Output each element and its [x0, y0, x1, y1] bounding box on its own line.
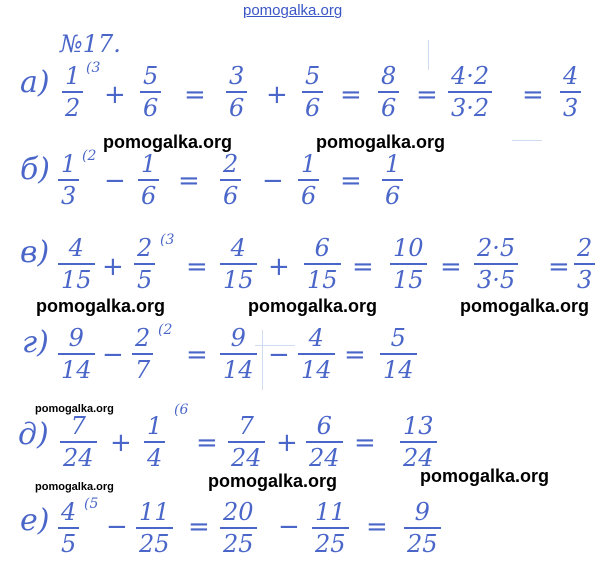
- watermark: pomogalka.org: [208, 471, 338, 491]
- row-a-factor: (3: [86, 60, 101, 76]
- row-a-frac-4: 5 6: [302, 64, 323, 120]
- row-a-label: а): [20, 65, 50, 100]
- row-a-frac-2: 5 6: [140, 64, 161, 120]
- row-a-op-2: +: [266, 80, 288, 110]
- row-g-frac-1: 9 14: [58, 326, 95, 382]
- watermark: pomogalka.org: [35, 481, 114, 493]
- row-d-frac-5: 13 24: [400, 414, 437, 470]
- row-v-frac-7: 2 3: [574, 236, 595, 292]
- row-a-eq-4: =: [522, 80, 544, 110]
- row-e-op-1: −: [106, 512, 128, 542]
- row-b-frac-4: 1 6: [298, 152, 319, 208]
- watermark: pomogalka.org: [35, 403, 114, 415]
- row-e-frac-3: 20 25: [220, 500, 257, 556]
- row-g-frac-3: 9 14: [220, 326, 257, 382]
- watermark: pomogalka.org: [420, 466, 550, 486]
- watermark: pomogalka.org: [316, 132, 446, 152]
- row-v-frac-6: 2·5 3·5: [474, 236, 518, 292]
- watermark: pomogalka.org: [460, 296, 590, 316]
- row-v-op-2: +: [268, 252, 290, 282]
- row-d-frac-1: 7 24: [60, 414, 97, 470]
- watermark: pomogalka.org: [36, 296, 166, 316]
- row-b-frac-2: 1 6: [138, 152, 159, 208]
- row-a-frac-6: 4·2 3·2: [448, 64, 492, 120]
- row-g-factor: (2: [158, 322, 173, 338]
- row-e-eq-1: =: [188, 512, 210, 542]
- row-a-frac-3: 3 6: [226, 64, 247, 120]
- row-b-frac-1: 1 3: [58, 152, 79, 208]
- row-e-eq-2: =: [366, 512, 388, 542]
- row-d-eq-1: =: [196, 428, 218, 458]
- row-e-frac-2: 11 25: [136, 500, 173, 556]
- grid-line: [262, 330, 263, 390]
- watermark: pomogalka.org: [103, 132, 233, 152]
- row-b-eq-1: =: [178, 166, 200, 196]
- row-g-frac-4: 4 14: [298, 326, 335, 382]
- row-d-label: д): [18, 417, 49, 452]
- row-g-op-1: −: [102, 340, 124, 370]
- row-v-eq-2: =: [352, 252, 374, 282]
- row-v-frac-2: 2 5: [134, 236, 155, 292]
- row-d-op-1: +: [110, 428, 132, 458]
- row-a-eq-3: =: [416, 80, 438, 110]
- row-v-frac-1: 4 15: [58, 236, 95, 292]
- row-a-frac-5: 8 6: [378, 64, 399, 120]
- row-a-frac-7: 4 3: [560, 64, 581, 120]
- row-b-op-2: −: [262, 166, 284, 196]
- row-g-frac-2: 2 7: [132, 326, 153, 382]
- row-e-label: е): [20, 503, 50, 538]
- row-b-op-1: −: [104, 166, 126, 196]
- row-b-eq-2: =: [340, 166, 362, 196]
- row-a-op-1: +: [104, 80, 126, 110]
- row-b-factor: (2: [82, 148, 97, 164]
- row-b-label: б): [20, 152, 51, 187]
- grid-line: [428, 40, 429, 70]
- row-d-eq-2: =: [354, 428, 376, 458]
- row-v-op-1: +: [102, 252, 124, 282]
- row-e-frac-4: 11 25: [312, 500, 349, 556]
- row-v-eq-1: =: [186, 252, 208, 282]
- row-g-label: г): [22, 325, 49, 360]
- row-e-frac-1: 4 5: [58, 500, 79, 556]
- row-g-op-2: −: [268, 340, 290, 370]
- row-v-label: в): [20, 235, 50, 270]
- row-b-frac-5: 1 6: [382, 152, 403, 208]
- row-g-eq-2: =: [344, 340, 366, 370]
- row-v-frac-5: 10 15: [390, 236, 427, 292]
- row-v-eq-4: =: [548, 252, 570, 282]
- row-e-factor: (5: [84, 496, 99, 512]
- row-a-eq-1: =: [184, 80, 206, 110]
- row-a-eq-2: =: [340, 80, 362, 110]
- row-g-frac-5: 5 14: [380, 326, 417, 382]
- row-v-frac-3: 4 15: [220, 236, 257, 292]
- grid-line: [512, 140, 542, 141]
- watermark: pomogalka.org: [248, 296, 378, 316]
- row-d-frac-2: 1 4: [144, 414, 165, 470]
- row-d-factor: (6: [174, 402, 189, 418]
- row-d-op-2: +: [276, 428, 298, 458]
- row-d-frac-3: 7 24: [228, 414, 265, 470]
- row-a-frac-1: 1 2: [62, 64, 83, 120]
- row-b-frac-3: 2 6: [220, 152, 241, 208]
- row-e-frac-5: 9 25: [404, 500, 441, 556]
- row-v-eq-3: =: [440, 252, 462, 282]
- row-d-frac-4: 6 24: [306, 414, 343, 470]
- row-v-factor: (3: [160, 232, 175, 248]
- row-e-op-2: −: [278, 512, 300, 542]
- row-v-frac-4: 6 15: [304, 236, 341, 292]
- header-watermark[interactable]: pomogalka.org: [243, 2, 343, 19]
- problem-number: №17.: [60, 30, 121, 58]
- row-g-eq-1: =: [186, 340, 208, 370]
